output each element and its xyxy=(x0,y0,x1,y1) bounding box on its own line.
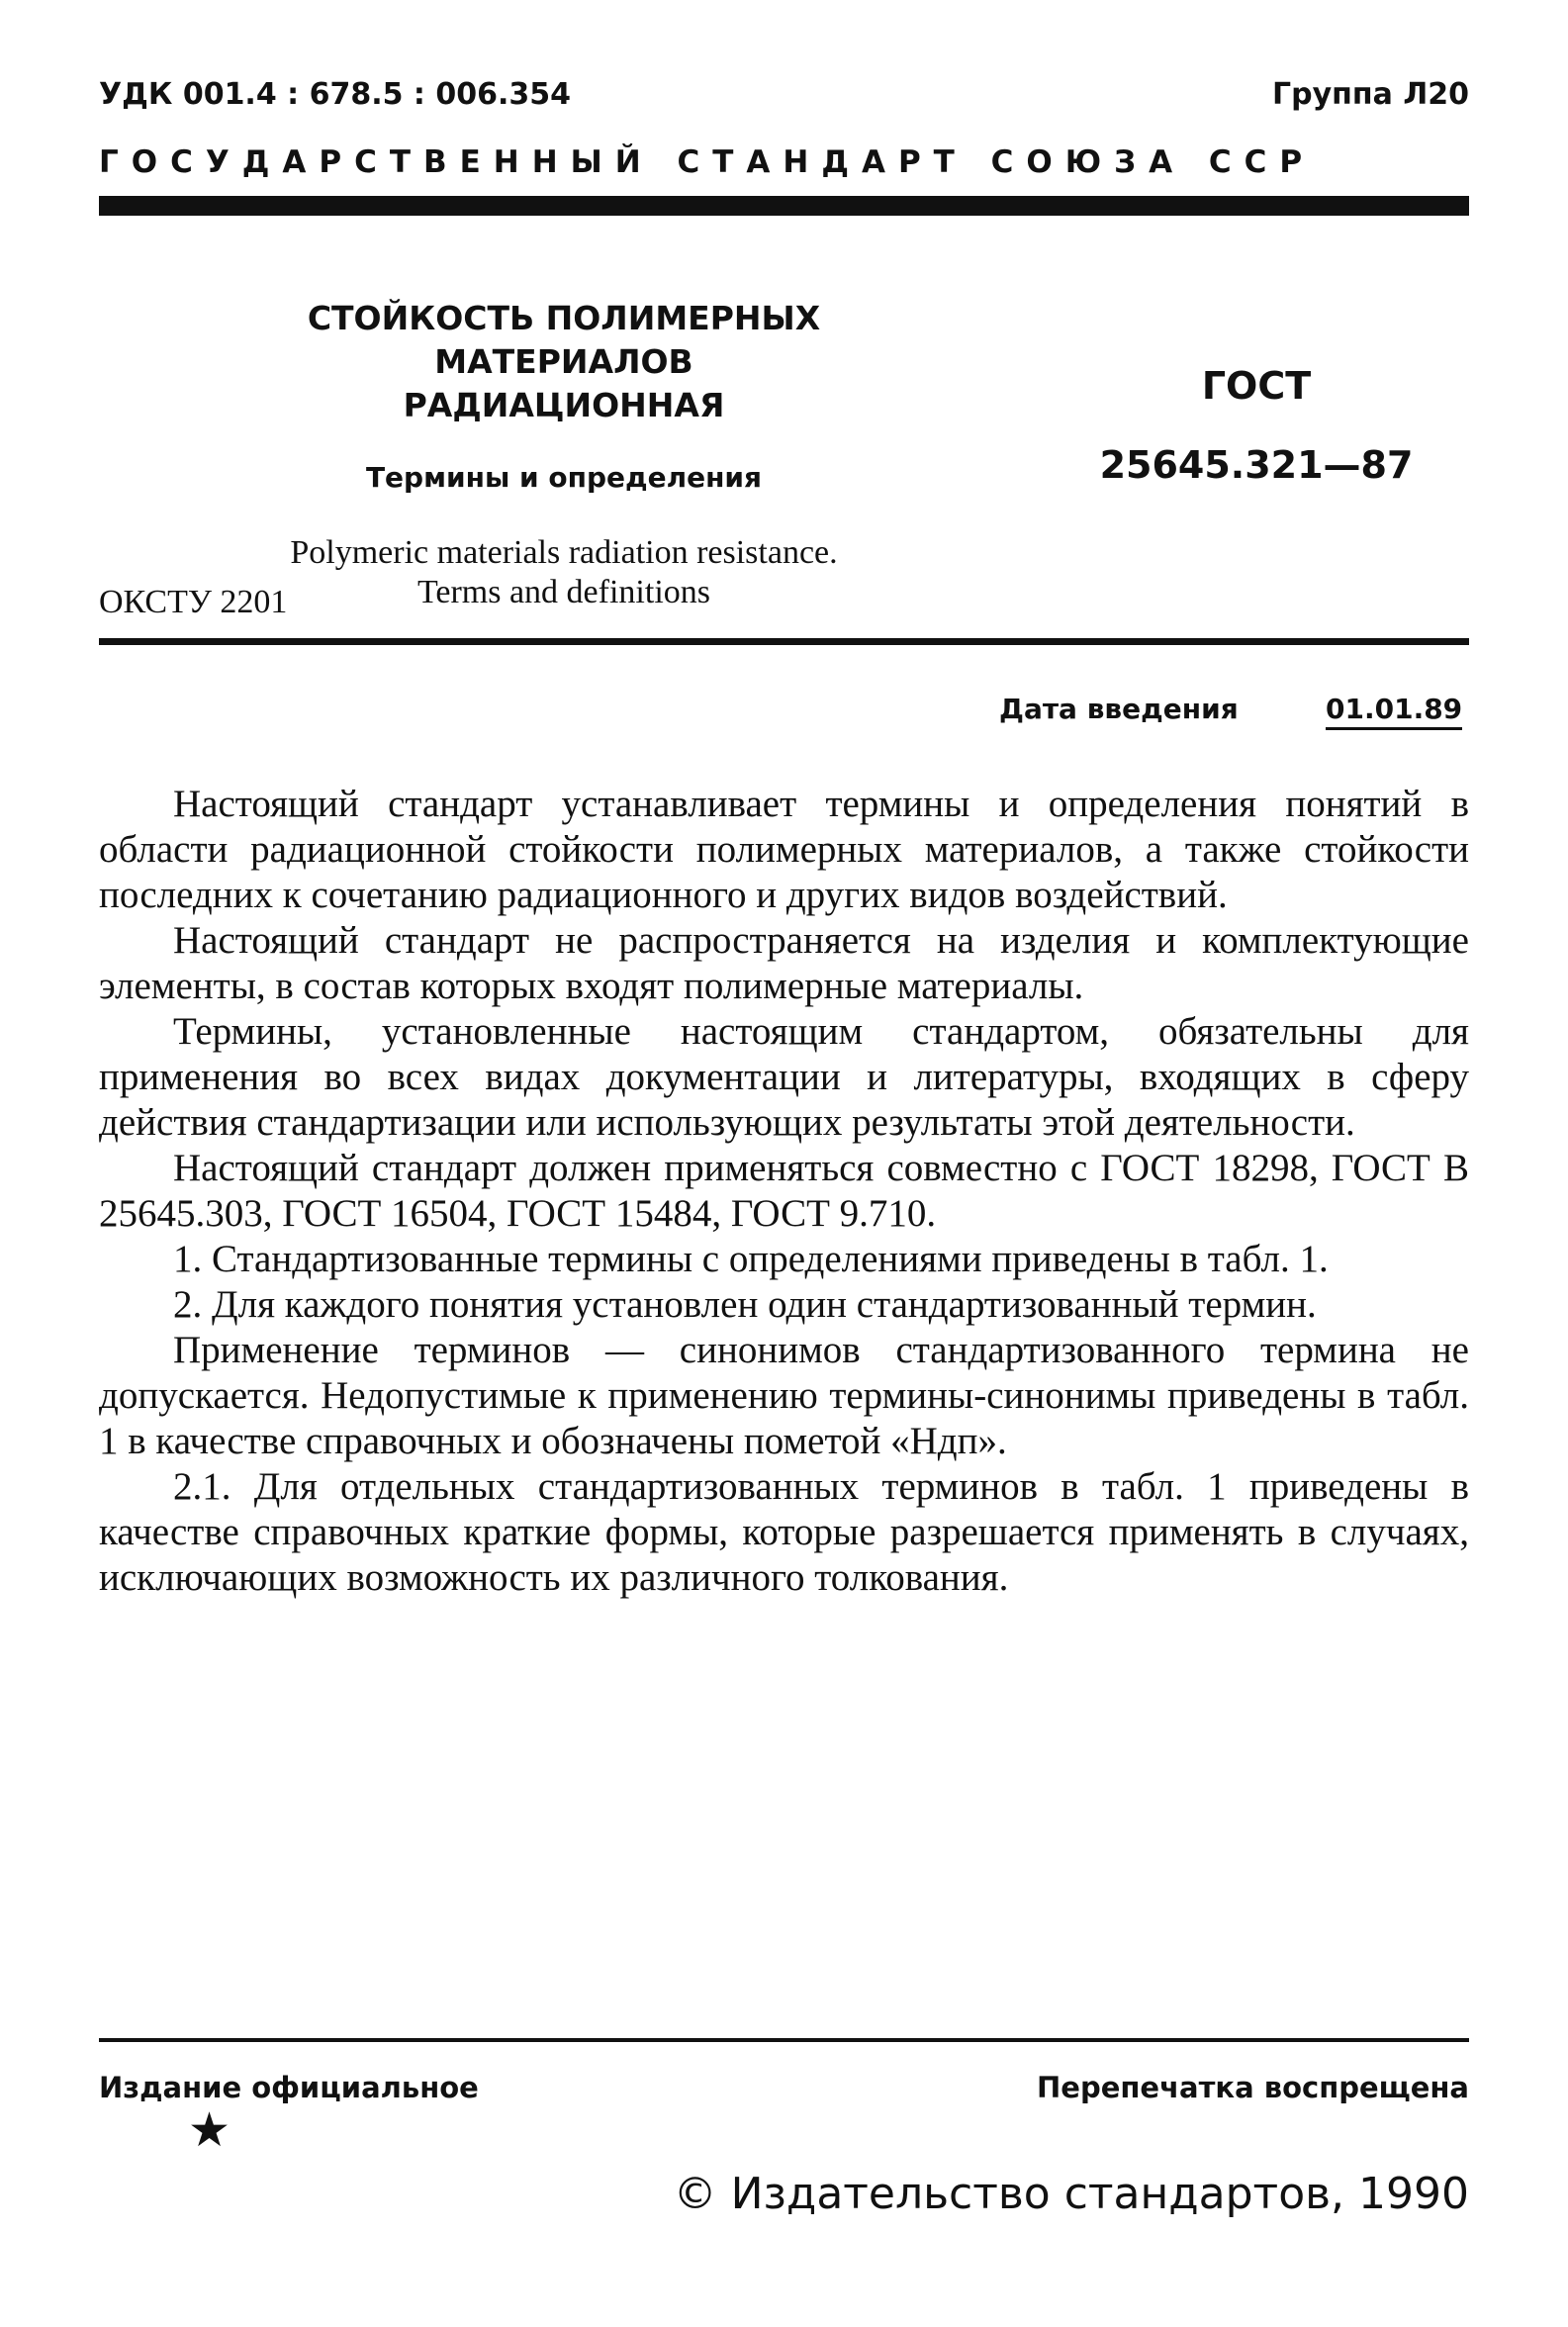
paragraph: 2. Для каждого понятия установлен один стандартизованный термин. xyxy=(173,1283,1317,1326)
star-icon: ★ xyxy=(188,2104,231,2157)
publisher-copyright: © Издательство стандартов, 1990 xyxy=(673,2169,1469,2219)
paragraph: Настоящий стандарт должен применяться совместно с ГОСТ 18298, ГОСТ В 25645.303, ГОСТ 16504, ГОСТ 15484, ГОСТ 9.710. xyxy=(99,1147,1469,1235)
introduction-date-value: 01.01.89 xyxy=(1326,693,1462,730)
gost-number: 25645.321—87 xyxy=(1099,443,1414,487)
english-title-line-1: Polymeric materials radiation resistance. xyxy=(290,534,838,571)
body-text xyxy=(99,782,1469,1601)
paragraph: 2.1. Для отдельных стандартизованных терминов в табл. 1 приведены в качестве справочных краткие формы, которые разрешается применять в случаях, исключающих возможность их различного толкования. xyxy=(99,1465,1469,1599)
english-title xyxy=(198,533,930,612)
document-title-line-2: РАДИАЦИОННАЯ xyxy=(403,386,725,424)
group-code: Группа Л20 xyxy=(1272,77,1469,112)
title-block xyxy=(198,297,930,612)
document-title-line-1: СТОЙКОСТЬ ПОЛИМЕРНЫХ МАТЕРИАЛОВ xyxy=(307,299,821,381)
oksty-code: ОКСТУ 2201 xyxy=(99,584,288,620)
paragraph: Настоящий стандарт не распространяется на изделия и комплектующие элементы, в состав которых входят полимерные материалы. xyxy=(99,919,1469,1007)
gost-label: ГОСТ xyxy=(1201,364,1312,408)
paragraph: 1. Стандартизованные термины с определениями приведены в табл. 1. xyxy=(173,1238,1329,1280)
header-rule xyxy=(99,196,1469,216)
introduction-date-label: Дата введения xyxy=(999,693,1239,725)
reprint-notice: Перепечатка воспрещена xyxy=(1037,2071,1469,2104)
english-title-line-2: Terms and definitions xyxy=(416,574,710,610)
section-rule xyxy=(99,638,1469,645)
document-subtitle: Термины и определения xyxy=(365,461,763,494)
paragraph: Термины, установленные настоящим стандартом, обязательны для применения во всех видах документации и литературы, входящих в сферу действия стандартизации или использующих результаты этой деятельности. xyxy=(99,1010,1469,1144)
official-edition-label: Издание официальное xyxy=(99,2071,479,2104)
footer-rule xyxy=(99,2038,1469,2042)
udk-code: УДК 001.4 : 678.5 : 006.354 xyxy=(99,77,572,112)
paragraph: Настоящий стандарт устанавливает термины и определения понятий в области радиационной стойкости полимерных материалов, а также стойкости последних к сочетанию радиационного и других видов воздействий. xyxy=(99,783,1469,916)
paragraph: Применение терминов — синонимов стандартизованного термина не допускается. Недопустимые к применению термины-синонимы приведены в табл. 1 в качестве справочных и обозначены пометой «Ндп». xyxy=(99,1329,1469,1462)
standard-banner: ГОСУДАРСТВЕННЫЙ СТАНДАРТ СОЮЗА ССР xyxy=(99,144,1316,180)
